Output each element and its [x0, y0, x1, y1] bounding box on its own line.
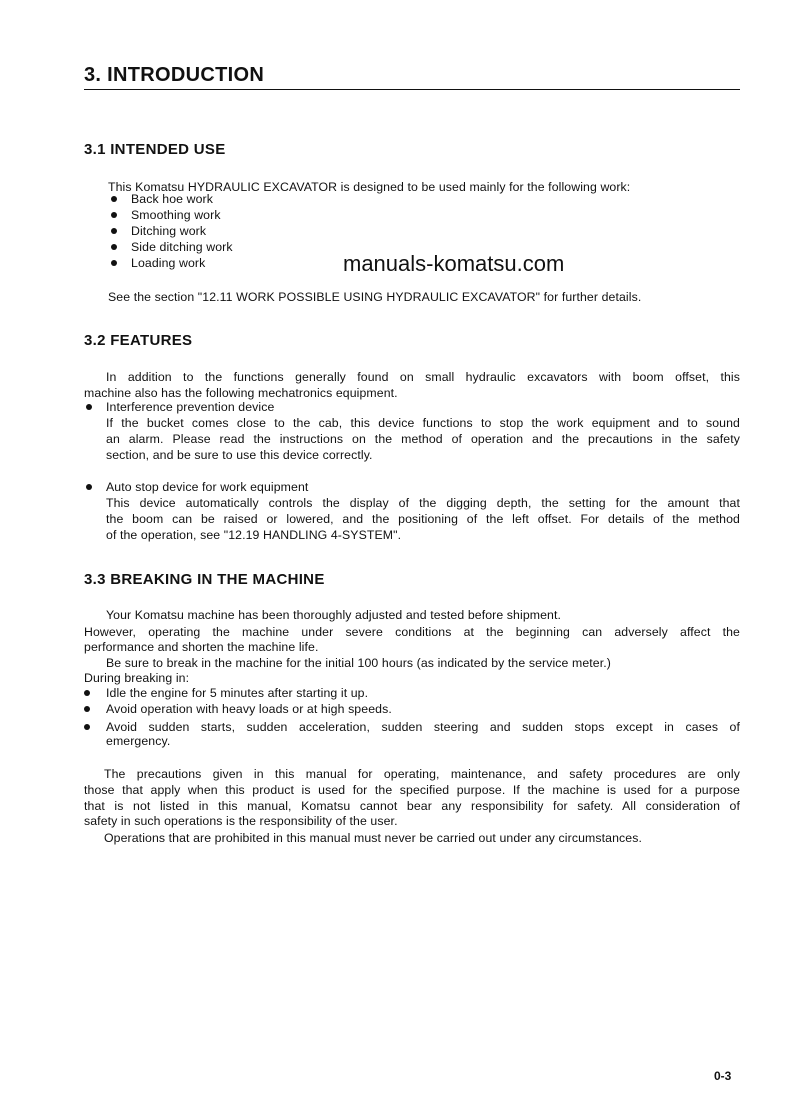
list-item: Avoid sudden starts, sudden acceleration, sudden steering and sudden stops except in cases of: [106, 720, 740, 734]
paragraph-line: an alarm. Please read the instructions on the method of operation and the precautions in the safety: [106, 432, 740, 446]
section-heading-features: 3.2 FEATURES: [84, 332, 193, 349]
list-item: Loading work: [131, 256, 206, 270]
page-number: 0-3: [714, 1069, 732, 1083]
paragraph-line: machine also has the following mechatronics equipment.: [84, 386, 398, 400]
paragraph-line: section, and be sure to use this device correctly.: [106, 448, 373, 462]
list-item: Ditching work: [131, 224, 207, 238]
paragraph-line: the boom can be raised or lowered, and the positioning of the left offset. For details of the method: [106, 512, 740, 526]
paragraph-line: safety in such operations is the responsibility of the user.: [84, 814, 398, 828]
bullet-icon: [86, 404, 92, 410]
paragraph-line: See the section "12.11 WORK POSSIBLE USING HYDRAULIC EXCAVATOR" for further details.: [108, 290, 642, 304]
paragraph-line: However, operating the machine under severe conditions at the beginning can adversely affect the: [84, 625, 740, 639]
paragraph-line: that is not listed in this manual, Komatsu cannot bear any responsibility for safety. All consideration of: [84, 799, 740, 813]
list-item: Back hoe work: [131, 192, 213, 206]
paragraph-line: Operations that are prohibited in this manual must never be carried out under any circumstances.: [104, 831, 642, 845]
paragraph-line: emergency.: [106, 734, 171, 748]
paragraph-line: Your Komatsu machine has been thoroughly adjusted and tested before shipment.: [106, 608, 562, 622]
bullet-icon: [111, 212, 117, 218]
list-item: Avoid operation with heavy loads or at high speeds.: [106, 702, 392, 716]
paragraph-line: During breaking in:: [84, 671, 190, 685]
list-item: Interference prevention device: [106, 400, 275, 414]
section-heading-intended-use: 3.1 INTENDED USE: [84, 141, 226, 158]
paragraph-line: In addition to the functions generally found on small hydraulic excavators with boom offset, this: [106, 370, 740, 384]
bullet-icon: [84, 690, 90, 696]
bullet-icon: [84, 706, 90, 712]
watermark: manuals-komatsu.com: [343, 251, 565, 276]
paragraph-line: If the bucket comes close to the cab, this device functions to stop the work equipment and to sound: [106, 416, 740, 430]
bullet-icon: [84, 724, 90, 730]
list-item: Auto stop device for work equipment: [106, 480, 309, 494]
page-title: 3. INTRODUCTION: [84, 64, 265, 86]
section-heading-breaking-in: 3.3 BREAKING IN THE MACHINE: [84, 571, 325, 588]
list-item: Side ditching work: [131, 240, 233, 254]
bullet-icon: [111, 260, 117, 266]
paragraph-line: Be sure to break in the machine for the initial 100 hours (as indicated by the service meter.): [106, 656, 611, 670]
list-item: Idle the engine for 5 minutes after starting it up.: [106, 686, 369, 700]
paragraph-line: The precautions given in this manual for operating, maintenance, and safety procedures are only: [104, 767, 740, 781]
intro-text: This Komatsu HYDRAULIC EXCAVATOR is designed to be used mainly for the following work:: [108, 180, 631, 194]
paragraph-line: performance and shorten the machine life.: [84, 640, 319, 654]
bullet-icon: [111, 228, 117, 234]
paragraph-line: This device automatically controls the display of the digging depth, the setting for the amount that: [106, 496, 740, 510]
bullet-icon: [111, 196, 117, 202]
bullet-icon: [86, 484, 92, 490]
title-underline: [84, 89, 740, 90]
list-item: Smoothing work: [131, 208, 221, 222]
paragraph-line: of the operation, see "12.19 HANDLING 4-SYSTEM".: [106, 528, 402, 542]
bullet-icon: [111, 244, 117, 250]
paragraph-line: those that apply when this product is used for the specified purpose. If the machine is used for a purpose: [84, 783, 740, 797]
